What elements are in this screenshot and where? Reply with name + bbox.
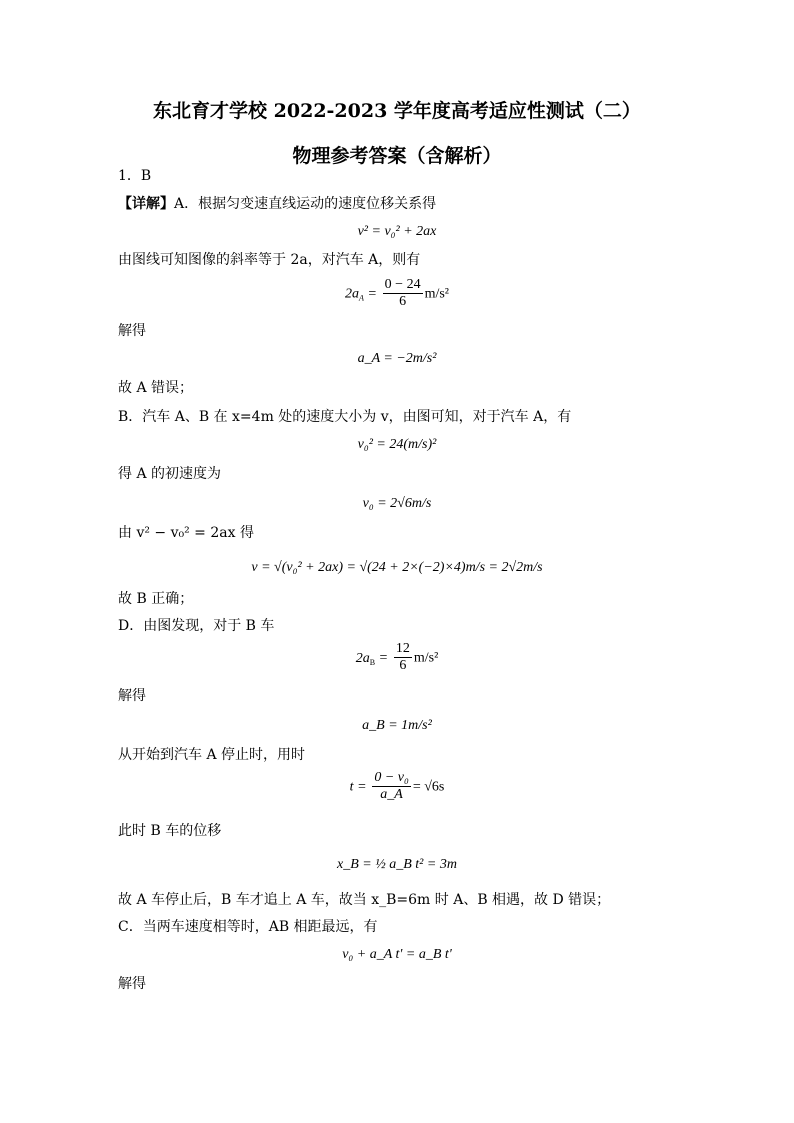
equation-9-fraction: [372, 770, 411, 803]
equation-2-fraction: [383, 277, 423, 310]
equation-2-denominator: 6: [399, 294, 407, 309]
equation-7-denominator: 6: [399, 658, 407, 673]
part-c-intro: C．当两车速度相等时，AB 相距最远，有: [118, 919, 378, 935]
from-text: 由 v² − v₀² = 2ax 得: [118, 525, 254, 541]
equation-9-result: = √6s: [412, 779, 445, 795]
equation-9: t = $\frac{\text{0 − v₀}}{a\_A}$ = √6s: [349, 770, 445, 802]
a-conclusion: 故 A 错误；: [118, 380, 194, 396]
solve-label-3: 解得: [118, 976, 146, 992]
equation-7-numerator: 12: [395, 641, 410, 656]
equation-2-lhs: 2a: [344, 286, 359, 302]
detail-paragraph-a: [118, 195, 436, 213]
equation-4-text: v₀² = 24(m/s)²: [357, 437, 437, 452]
equation-2: $2a_A$ = $\frac{0 - 24}{6}$ m/s²: [344, 277, 450, 309]
initial-speed-text: 得 A 的初速度为: [118, 466, 222, 482]
equation-10: [0, 855, 794, 874]
equation-6-text: v = √(v₀² + 2ax) = √(24 + 2×(−2)×4)m/s = 2√2m/s: [251, 560, 543, 575]
part-b-intro: B．汽车 A、B 在 x=4m 处的速度大小为 v，由图可知，对于汽车 A，有: [118, 409, 572, 425]
equation-7-fraction: [394, 641, 412, 674]
stop-time-text: 从开始到汽车 A 停止时，用时: [118, 747, 306, 763]
equation-3-text: a_A = −2m/s²: [357, 351, 437, 366]
part-a-intro: A．根据匀变速直线运动的速度位移关系得: [174, 196, 437, 212]
equation-6: [0, 558, 794, 577]
part-d-intro: D．由图发现，对于 B 车: [118, 618, 275, 634]
equation-2-unit: m/s²: [424, 286, 450, 302]
equation-5-text: v₀ = 2√6m/s: [362, 496, 432, 511]
equation-3: [0, 349, 794, 368]
d-conclusion: 故 A 车停止后，B 车才追上 A 车，故当 x_B=6m 时 A、B 相遇，故 D 错误；: [118, 892, 611, 908]
equation-9-denominator: a_A: [380, 787, 403, 802]
equation-1-text: v² = v₀² + 2ax: [357, 224, 437, 239]
equation-7: $2a_B$ = $\frac{12}{6}$ m/s²: [355, 641, 439, 673]
document-title: 东北育才学校 2022-2023 学年度高考适应性测试（二）: [153, 100, 641, 122]
equation-2-numerator: 0 − 24: [384, 277, 421, 292]
equation-11: [0, 945, 794, 964]
equation-8: [0, 716, 794, 735]
equation-4: [0, 435, 794, 454]
equation-8-text: a_B = 1m/s²: [362, 718, 432, 733]
equation-1: [0, 222, 794, 241]
question-1-answer: 1．B: [118, 168, 152, 184]
equation-9-numerator: 0 − v₀: [374, 770, 409, 785]
b-displacement-text: 此时 B 车的位移: [118, 823, 222, 839]
solve-label-1: 解得: [118, 323, 146, 339]
solve-label-2: 解得: [118, 688, 146, 704]
slope-text: 由图线可知图像的斜率等于 2a，对汽车 A，则有: [118, 252, 421, 268]
detail-label: 【详解】: [118, 196, 174, 212]
equation-5: [0, 494, 794, 513]
equation-11-text: v₀ + a_A t' = a_B t': [342, 947, 452, 962]
equation-7-unit: m/s²: [413, 650, 439, 666]
equation-10-text: x_B = ½ a_B t² = 3m: [337, 857, 457, 872]
equation-2-lhs-sub: A: [358, 293, 364, 303]
b-conclusion: 故 B 正确；: [118, 591, 194, 607]
document-subtitle: 物理参考答案（含解析）: [292, 145, 502, 167]
